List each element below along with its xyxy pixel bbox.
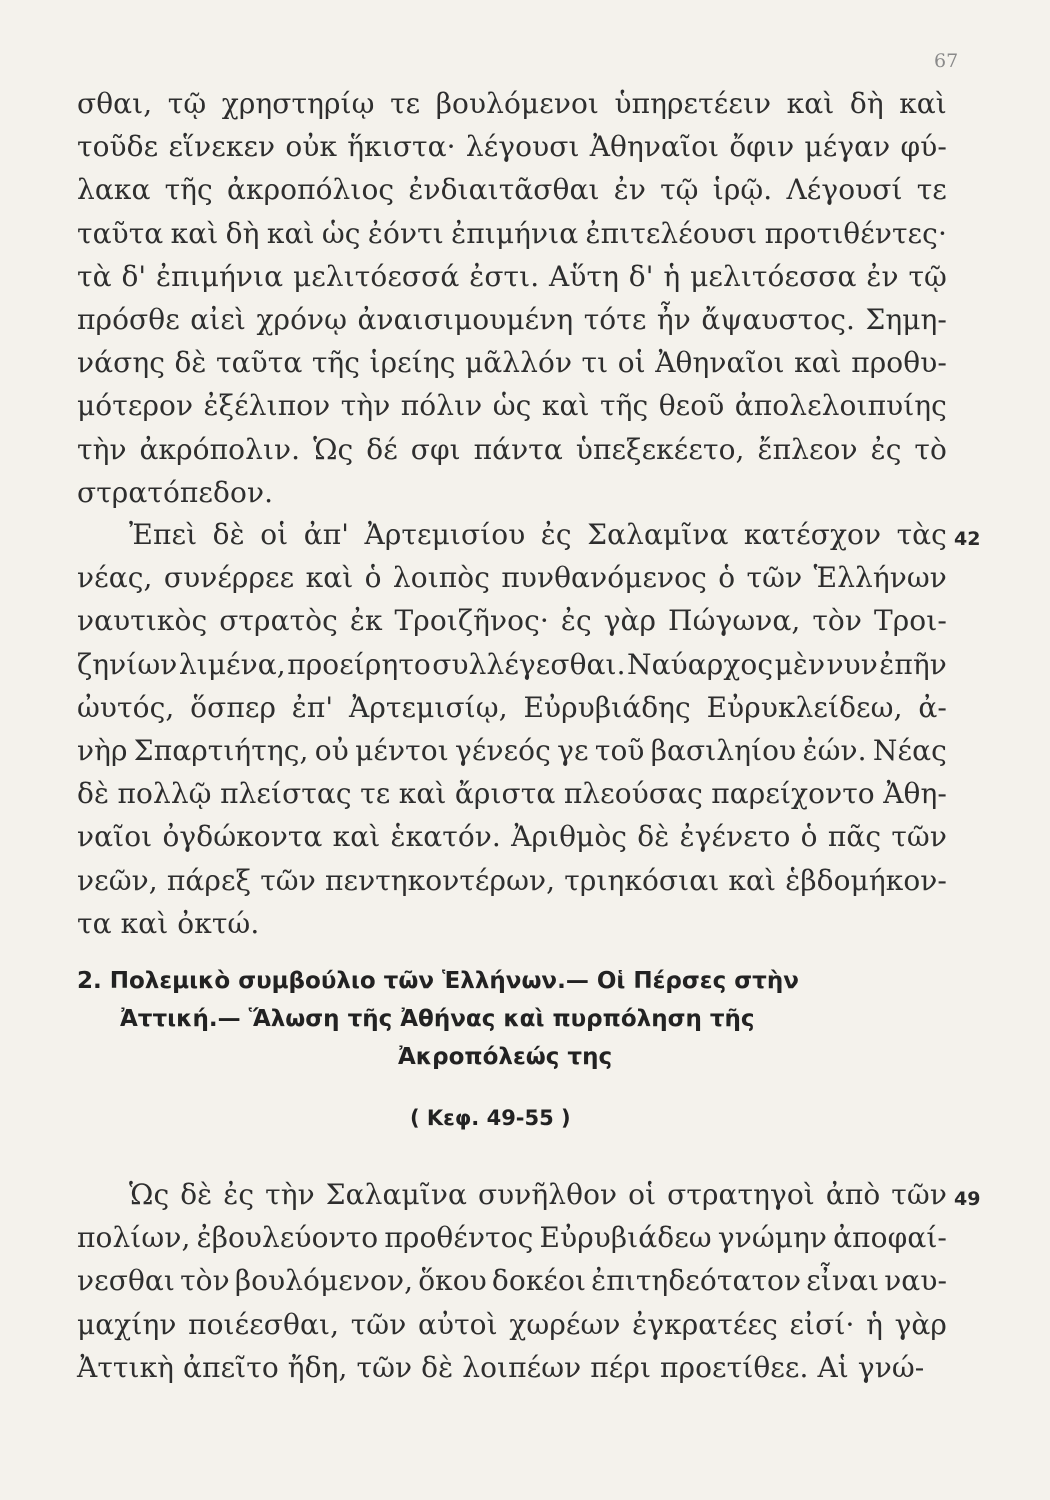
text-line: ζηνίων λιμένα, προείρητο συλλέγεσθαι. Ναύαρχος μὲν νυν ἐπῆν [77, 647, 947, 681]
text-line: νὴρ Σπαρτιήτης, οὐ μέντοι γένεός γε τοῦ βασιληίου ἐών. Νέας [77, 734, 947, 767]
text-line: νέας, συνέρρεε καὶ ὁ λοιπὸς πυνθανόμενος ὁ τῶν Ἑλλήνων [77, 561, 947, 595]
text-line: ναυτικὸς στρατὸς ἐκ Τροιζῆνος· ἐς γὰρ Πώγωνα, τὸν Τροι- [77, 604, 947, 638]
heading-line-1: 2. Πολεμικὸ συμβούλιο τῶν Ἑλλήνων.— Οἱ Πέρσες στὴν [77, 968, 799, 994]
text-line: νάσης δὲ ταῦτα τῆς ἱρείης μᾶλλόν τι οἱ Ἀθηναῖοι καὶ προθυ- [77, 346, 947, 380]
text-line: τὰ δ' ἐπιμήνια μελιτόεσσά ἐστι. Αὕτη δ' ἡ μελιτόεσσα ἐν τῷ [77, 259, 947, 293]
text-line: μαχίην ποιέεσθαι, τῶν αὐτοὶ χωρέων ἐγκρατέες εἰσί· ἡ γὰρ [77, 1307, 947, 1341]
text-line: Ἀττικὴ ἀπεῖτο ἤδη, τῶν δὲ λοιπέων πέρι προετίθεε. Αἱ γνώ- [77, 1350, 925, 1384]
chapter-reference: ( Κεφ. 49-55 ) [410, 1106, 571, 1130]
text-line: ναῖοι ὀγδώκοντα καὶ ἑκατόν. Ἀριθμὸς δὲ ἐγένετο ὁ πᾶς τῶν [77, 820, 947, 854]
text-line: ὠυτός, ὅσπερ ἐπ' Ἀρτεμισίῳ, Εὐρυβιάδης Εὐρυκλείδεω, ἀ- [77, 690, 947, 724]
text-line: πρόσθε αἰεὶ χρόνῳ ἀναισιμουμένη τότε ἦν ἄψαυστος. Σημη- [77, 303, 947, 336]
text-line: τὴν ἀκρόπολιν. Ὡς δέ σφι πάντα ὑπεξεκέετο, ἔπλεον ἐς τὸ [77, 432, 947, 466]
text-line: νεῶν, πάρεξ τῶν πεντηκοντέρων, τριηκόσιαι καὶ ἑβδομήκον- [77, 863, 947, 897]
text-line: λακα τῆς ἀκροπόλιος ἐνδιαιτᾶσθαι ἐν τῷ ἱρῷ. Λέγουσί τε [77, 173, 947, 207]
text-line: δὲ πολλῷ πλείστας τε καὶ ἄριστα πλεούσας παρείχοντο Ἀθη- [77, 777, 947, 811]
text-line: σθαι, τῷ χρηστηρίῳ τε βουλόμενοι ὑπηρετέειν καὶ δὴ καὶ [77, 87, 947, 120]
heading-line-3: Ἀκροπόλεώς της [398, 1044, 613, 1070]
text-line: νεσθαι τὸν βουλόμενον, ὅκου δοκέοι ἐπιτηδεότατον εἶναι ναυ- [77, 1264, 947, 1298]
margin-number-42: 42 [954, 528, 981, 550]
margin-number-49: 49 [954, 1188, 981, 1210]
text-line: ταῦτα καὶ δὴ καὶ ὡς ἐόντι ἐπιμήνια ἐπιτελέουσι προτιθέντες· [77, 216, 947, 250]
text-line: Ὡς δὲ ἐς τὴν Σαλαμῖνα συνῆλθον οἱ στρατηγοὶ ἀπὸ τῶν [129, 1178, 947, 1211]
text-line: στρατόπεδον. [77, 475, 274, 509]
text-line: πολίων, ἐβουλεύοντο προθέντος Εὐρυβιάδεω γνώμην ἀποφαί- [77, 1221, 947, 1255]
text-line: τοῦδε εἵνεκεν οὐκ ἥκιστα· λέγουσι Ἀθηναῖοι ὄφιν μέγαν φύ- [77, 130, 947, 164]
text-line: μότερον ἐξέλιπον τὴν πόλιν ὡς καὶ τῆς θεοῦ ἀπολελοιπυίης [77, 389, 947, 423]
text-line: τα καὶ ὀκτώ. [77, 906, 260, 940]
page-number: 67 [934, 50, 959, 72]
text-line: Ἐπεὶ δὲ οἱ ἀπ' Ἀρτεμισίου ἐς Σαλαμῖνα κατέσχον τὰς [129, 518, 947, 551]
heading-line-2: Ἀττική.— Ἅλωση τῆς Ἀθήνας καὶ πυρπόληση τῆς [120, 1006, 755, 1032]
